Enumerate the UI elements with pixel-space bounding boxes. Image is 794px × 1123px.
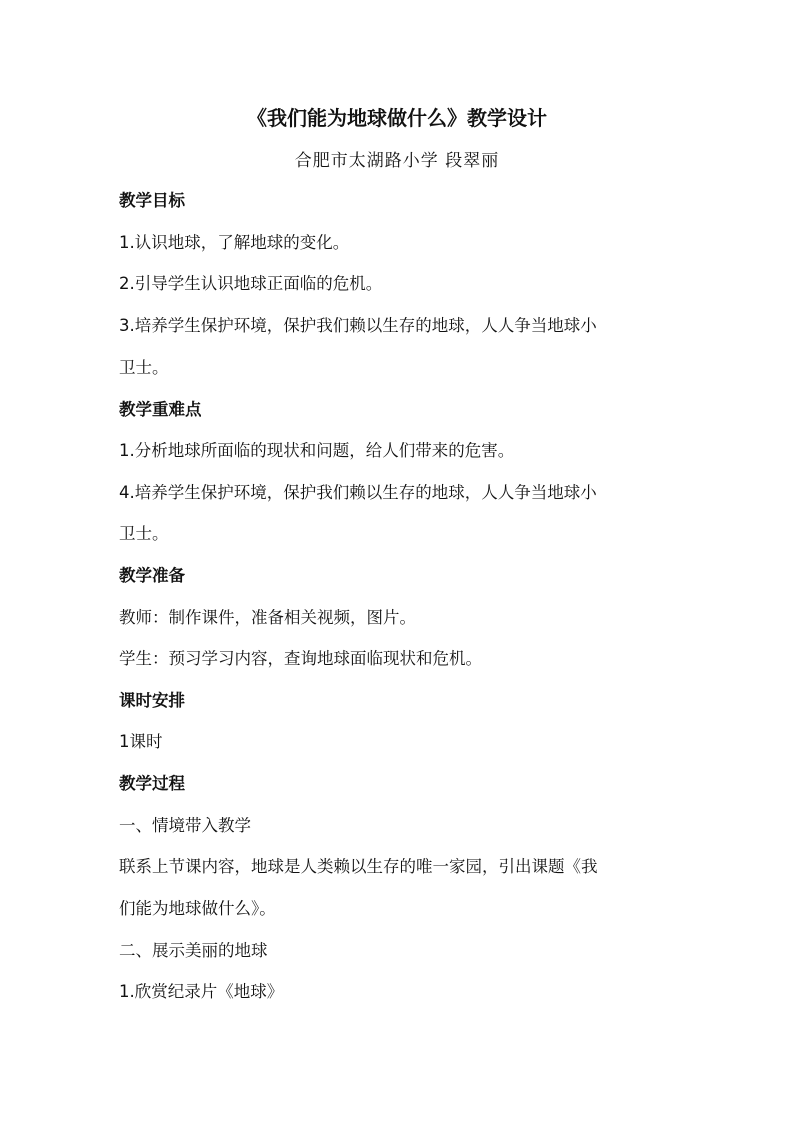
section-heading-objectives: 教学目标	[119, 191, 185, 210]
section-heading-schedule: 课时安排	[119, 691, 185, 710]
document-title: 《我们能为地球做什么》教学设计	[247, 106, 547, 130]
objective-item-continuation: 卫士。	[119, 358, 169, 377]
key-point-item-continuation: 卫士。	[119, 524, 169, 543]
key-point-item: 4.培养学生保护环境，保护我们赖以生存的地球，人人争当地球小	[119, 483, 597, 502]
preparation-item-student: 学生：预习学习内容，查询地球面临现状和危机。	[119, 649, 482, 668]
objective-item: 1.认识地球，了解地球的变化。	[119, 233, 350, 252]
process-step-heading: 二、展示美丽的地球	[119, 941, 268, 960]
schedule-item: 1课时	[119, 732, 163, 751]
document-author: 合肥市太湖路小学 段翠丽	[294, 151, 500, 171]
objective-item: 2.引导学生认识地球正面临的危机。	[119, 274, 383, 293]
section-heading-preparation: 教学准备	[119, 566, 185, 585]
process-step-item: 1.欣赏纪录片《地球》	[119, 982, 284, 1001]
preparation-item-teacher: 教师：制作课件，准备相关视频，图片。	[119, 608, 416, 627]
process-step-heading: 一、情境带入教学	[119, 816, 251, 835]
objective-item: 3.培养学生保护环境，保护我们赖以生存的地球，人人争当地球小	[119, 316, 597, 335]
key-point-item: 1.分析地球所面临的现状和问题，给人们带来的危害。	[119, 441, 515, 460]
section-heading-key-points: 教学重难点	[119, 400, 202, 419]
process-step-text: 联系上节课内容，地球是人类赖以生存的唯一家园，引出课题《我	[119, 857, 598, 876]
section-heading-process: 教学过程	[119, 774, 185, 793]
process-step-text-continuation: 们能为地球做什么》。	[119, 899, 276, 918]
